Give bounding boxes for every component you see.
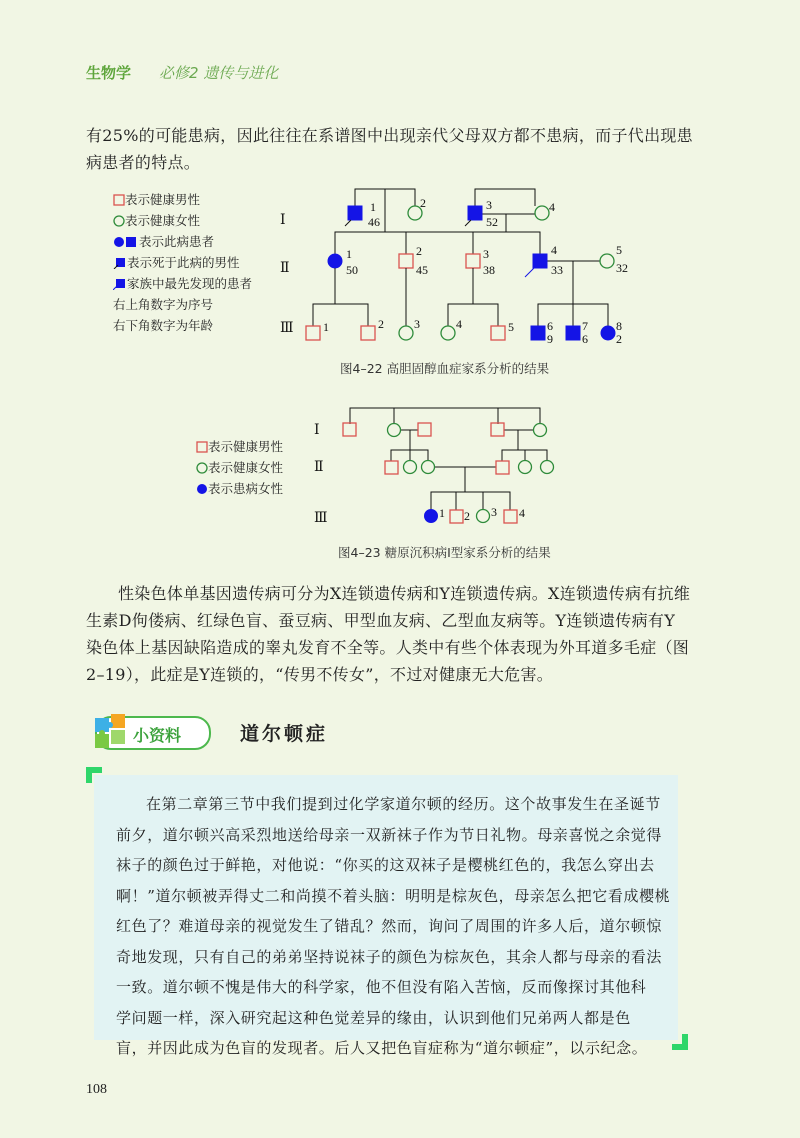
seq-number: 6 (547, 319, 553, 333)
individual-I3 (418, 423, 431, 436)
individual-III5 (491, 326, 505, 340)
seq-number: 7 (582, 319, 588, 333)
gen-label: Ⅲ (280, 321, 294, 336)
male-square-icon (113, 194, 125, 206)
individual-I5 (534, 424, 547, 437)
deceased-male-icon (113, 257, 127, 269)
legend-healthy-female (113, 210, 252, 231)
legend-healthy-male (113, 189, 252, 210)
legend-proband (113, 273, 252, 294)
female-circle-icon (113, 215, 125, 227)
individual-III2 (361, 326, 375, 340)
individual-I1 (348, 206, 362, 220)
text-line: 袜子的颜色过于鲜艳，对他说：“你买的这双袜子是樱桃红色的，我怎么穿出去 (116, 856, 655, 874)
age-number: 9 (547, 332, 553, 346)
legend-label: 表示健康女性 (125, 213, 201, 228)
header-book: 必修2 遗传与进化 (159, 64, 279, 82)
header-subject: 生物学 (86, 64, 132, 82)
individual-I4 (491, 423, 504, 436)
seq-number: 2 (416, 244, 422, 258)
individual-III1 (306, 326, 320, 340)
seq-number: 4 (551, 243, 557, 257)
seq-number: 4 (519, 506, 525, 520)
legend-affected (113, 231, 252, 252)
legend-label: 表示健康男性 (208, 439, 284, 454)
individual-II2 (404, 461, 417, 474)
individual-III4 (441, 326, 455, 340)
text-line: 红色了？难道母亲的视觉发生了错乱？然而，询问了周围的许多人后，道尔顿惊 (116, 917, 663, 935)
legend-label: 表示健康女性 (208, 460, 284, 475)
individual-II4 (533, 254, 547, 268)
gen-label: Ⅰ (314, 423, 320, 438)
gen-label: Ⅰ (280, 213, 286, 228)
age-number: 6 (582, 332, 588, 346)
age-number: 52 (486, 215, 498, 229)
text-line: 2–19），此症是Y连锁的，“传男不传女”，不过对健康无大危害。 (86, 665, 554, 684)
affected-icon (113, 236, 139, 248)
legend-healthy-male (196, 436, 283, 457)
male-square-icon (196, 441, 208, 453)
gen-label: Ⅱ (280, 261, 290, 276)
marriage-line (475, 189, 535, 206)
gen-label: Ⅲ (314, 511, 328, 526)
page-number: 108 (86, 1082, 107, 1097)
individual-II1 (328, 254, 342, 268)
individual-III7 (566, 326, 580, 340)
seq-number: 5 (508, 320, 514, 334)
individual-III8 (601, 326, 615, 340)
individual-I1 (343, 423, 356, 436)
seq-number: 2 (464, 509, 470, 523)
individual-II6 (541, 461, 554, 474)
gen-label: Ⅱ (314, 460, 324, 475)
age-number: 50 (346, 263, 358, 277)
sibship-line (350, 408, 540, 424)
individual-III2 (450, 510, 463, 523)
seq-number: 1 (323, 320, 329, 334)
text-line: 性染色体单基因遗传病可分为X连锁遗传病和Y连锁遗传病。X连锁遗传病有抗维 (118, 584, 691, 603)
legend-note-age (113, 315, 252, 336)
individual-III1 (425, 510, 438, 523)
text-line: 在第二章第三节中我们提到过化学家道尔顿的经历。这个故事发生在圣诞节 (146, 795, 661, 813)
age-number: 32 (616, 261, 628, 275)
deceased-mark (345, 220, 351, 226)
seq-number: 2 (420, 196, 426, 210)
legend-label: 表示死于此病的男性 (127, 255, 240, 270)
individual-I4 (535, 206, 549, 220)
text-line: 啊！”道尔顿被弄得丈二和尚摸不着头脑：明明是棕灰色，母亲怎么把它看成樱桃 (116, 886, 671, 905)
individual-II1 (385, 461, 398, 474)
individual-III6 (531, 326, 545, 340)
seq-number: 1 (370, 200, 376, 214)
text-line: 病患者的特点。 (86, 153, 201, 172)
legend-label: 右上角数字为序号 (113, 297, 214, 312)
individual-II2 (399, 254, 413, 268)
fig23-legend (196, 436, 283, 499)
seq-number: 1 (346, 247, 352, 261)
legend-note-seq (113, 294, 252, 315)
deceased-mark (465, 220, 471, 226)
seq-number: 8 (616, 319, 622, 333)
age-number: 46 (368, 215, 380, 229)
text-line: 一致。道尔顿不愧是伟大的科学家，他不但没有陷入苦恼，反而像探讨其他科 (116, 978, 647, 996)
fig23-caption: 图4–23 糖原沉积病Ⅰ型家系分析的结果 (338, 545, 551, 560)
seq-number: 3 (414, 317, 420, 331)
seq-number: 1 (439, 506, 445, 520)
seq-number: 3 (483, 247, 489, 261)
seq-number: 2 (378, 317, 384, 331)
individual-I3 (468, 206, 482, 220)
running-header (86, 62, 278, 83)
sibship-line (313, 304, 368, 326)
legend-deceased (113, 252, 252, 273)
text-line: 生素D佝偻病、红绿色盲、蚕豆病、甲型血友病、乙型血友病等。Y连锁遗传病有Y (86, 611, 676, 630)
age-number: 33 (551, 263, 563, 277)
seq-number: 4 (456, 317, 462, 331)
age-number: 2 (616, 332, 622, 346)
individual-I2 (388, 424, 401, 437)
legend-label: 表示患病女性 (208, 481, 284, 496)
text-line: 染色体上基因缺陷造成的睾丸发育不全等。人类中有些个体表现为外耳道多毛症（图 (86, 638, 690, 657)
text-line: 盲，并因此成为色盲的发现者。后人又把色盲症称为“道尔顿症”，以示纪念。 (116, 1039, 648, 1057)
legend-label: 表示此病患者 (139, 234, 215, 249)
info-title: 道尔顿症 (240, 723, 329, 745)
seq-number: 5 (616, 243, 622, 257)
paragraph-intro (86, 122, 716, 176)
info-body (116, 789, 671, 1064)
puzzle-icon (91, 712, 131, 750)
female-circle-icon (196, 462, 208, 474)
individual-III4 (504, 510, 517, 523)
text-line: 前夕，道尔顿兴高采烈地送给母亲一双新袜子作为节日礼物。母亲喜悦之余觉得 (116, 825, 663, 844)
legend-label: 表示健康男性 (125, 192, 201, 207)
seq-number: 4 (549, 200, 555, 214)
individual-II4 (496, 461, 509, 474)
legend-affected-female (196, 478, 283, 499)
sibship-line (335, 232, 540, 254)
seq-number: 3 (491, 505, 497, 519)
text-line: 有25%的可能患病，因此往往在系谱图中出现亲代父母双方都不患病，而子代出现患 (86, 126, 693, 145)
legend-label: 右下角数字为年龄 (113, 318, 214, 333)
individual-II3 (422, 461, 435, 474)
fig22-caption: 图4–22 高胆固醇血症家系分析的结果 (340, 361, 550, 376)
fig22-legend (113, 189, 252, 336)
individual-II5 (519, 461, 532, 474)
affected-female-icon (196, 483, 208, 495)
legend-healthy-female (196, 457, 283, 478)
individual-III3 (477, 510, 490, 523)
info-box (94, 775, 678, 1057)
age-number: 45 (416, 263, 428, 277)
proband-icon (113, 278, 127, 290)
paragraph-sex-linked (86, 580, 716, 688)
fig23-pedigree (310, 400, 570, 530)
info-tag (95, 716, 211, 750)
age-number: 38 (483, 263, 495, 277)
individual-III3 (399, 326, 413, 340)
individual-II3 (466, 254, 480, 268)
proband-arrow (525, 268, 534, 277)
seq-number: 3 (486, 198, 492, 212)
fig22-pedigree (270, 182, 650, 352)
legend-label: 家族中最先发现的患者 (127, 276, 253, 291)
text-line: 奇地发现，只有自己的弟弟坚持说袜子的颜色为棕灰色，其余人都与母亲的看法 (116, 947, 663, 966)
individual-II5 (600, 254, 614, 268)
text-line: 学问题一样，深入研究起这种色觉差异的缘由，认识到他们兄弟两人都是色 (116, 1008, 631, 1027)
info-tag-label: 小资料 (133, 726, 182, 745)
